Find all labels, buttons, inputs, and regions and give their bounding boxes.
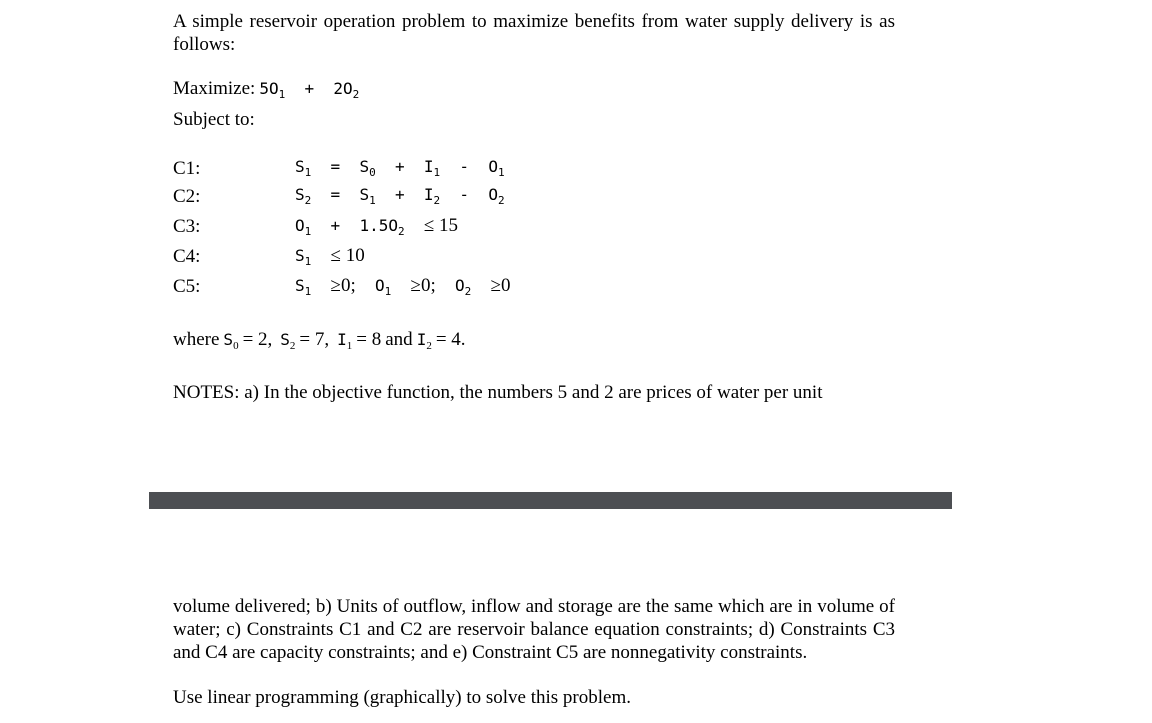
constraint-expr-c2: $S_2 = S_1 + I_2 - O_2$ [295, 185, 505, 207]
constraint-label-c3: C3: [173, 216, 201, 237]
subject-to-label: Subject to: [173, 109, 255, 130]
notes-part-1: NOTES: a) In the objective function, the numbers 5 and 2 are prices of water per unit [173, 382, 823, 403]
var-o2: O [343, 79, 353, 98]
constraint-expr-c1: $S_1 = S_0 + I_1 - O_1$ [295, 157, 505, 179]
var-o1: O [268, 79, 279, 98]
coef-2: 2 [333, 79, 344, 98]
page-divider [149, 492, 952, 509]
constraint-expr-c4: $S_1 \le 10$ [295, 245, 365, 268]
constraint-expr-c3: $O_1 + 1.5O_2 \le 15$ [295, 215, 459, 238]
constraint-label-c4: C4: [173, 246, 201, 267]
notes-part-2: volume delivered; b) Units of outflow, inflow and storage are the same which are in volume of water; c) Constraints C1 and C2 are reservoir balance equation constraints; d) Constraints C3 and C4 are capacity constraints; and e) Constraint C5 are nonnegativity constraints. [173, 596, 895, 663]
objective-label: Maximize: [173, 78, 256, 99]
plus-sign: + [304, 79, 315, 98]
where-line: where $S_0 = 2$, $S_2 = 7$, $I_1 = 8$ and $I_2 = 4$. [173, 329, 466, 352]
objective-line: Maximize: $5O_1 + 2O_2$ [173, 78, 360, 101]
coef-1: 5 [259, 79, 269, 98]
constraint-label-c1: C1: [173, 158, 201, 179]
constraint-expr-c5: $S_1 \ge 0$; $O_1 \ge 0$; $O_2 \ge 0$ [295, 275, 511, 298]
closing-instruction: Use linear programming (graphically) to solve this problem. [173, 687, 631, 708]
constraint-label-c2: C2: [173, 186, 201, 207]
constraint-label-c5: C5: [173, 276, 201, 297]
intro-paragraph: A simple reservoir operation problem to maximize benefits from water supply delivery is as follows: [173, 11, 895, 55]
